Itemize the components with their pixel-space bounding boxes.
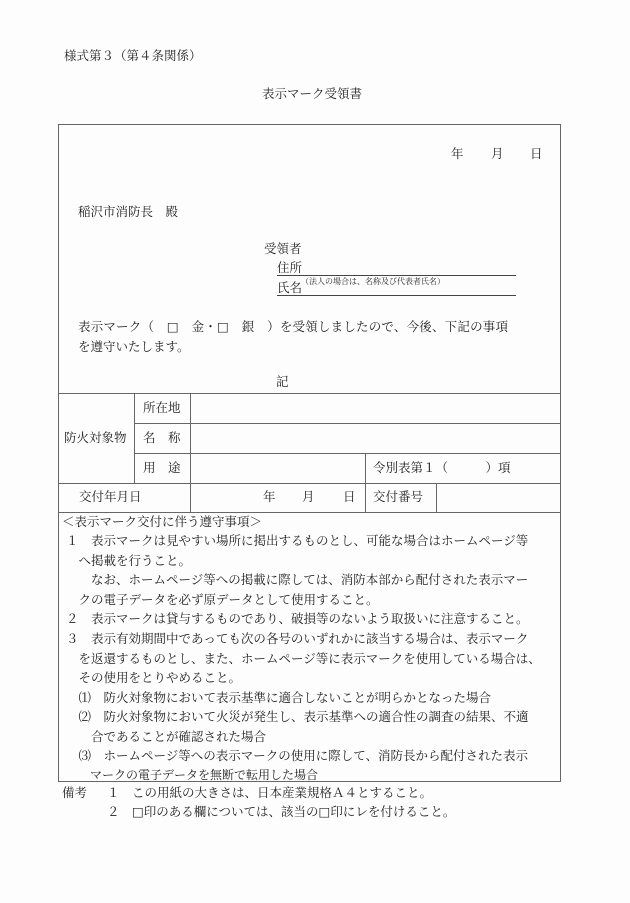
issue-number-input[interactable] <box>437 484 560 511</box>
gold-checkbox[interactable] <box>183 320 195 334</box>
rule-line: その使用をとりやめること。 <box>66 670 242 685</box>
name-row-label: 名 称 <box>143 430 181 445</box>
address-field[interactable] <box>277 275 516 276</box>
location-label: 所在地 <box>143 400 181 415</box>
category-label: 令別表第１（ ）項 <box>373 460 511 475</box>
statement-line-2: を遵守いたします。 <box>78 339 190 354</box>
issue-date-year: 年 <box>263 489 276 504</box>
date-month: 月 <box>491 146 504 161</box>
addressee: 稲沢市消防長 殿 <box>78 204 179 219</box>
rule-line: ３ 表示有効期間中であっても次の各号のいずれかに該当する場合は、表示マーク <box>66 631 529 646</box>
remarks-label: 備考 <box>62 785 88 800</box>
rule-line: マークの電子データを無断で転用した場合 <box>66 768 319 782</box>
issue-date-label: 交付年月日 <box>79 489 142 504</box>
name-label: 氏名 <box>277 280 303 295</box>
object-label: 防火対象物 <box>64 430 127 445</box>
rule-line: ⑶ ホームページ等への表示マークの使用に際して、消防長から配付された表示 <box>66 748 529 763</box>
location-input[interactable] <box>191 394 560 422</box>
rule-line: ２ 表示マークは貸与するものであり、破損等のないよう取扱いに注意すること。 <box>66 611 529 626</box>
issue-date-day: 日 <box>343 489 356 504</box>
date-day: 日 <box>530 146 543 161</box>
silver-checkbox[interactable] <box>238 320 250 334</box>
issue-date-month: 月 <box>302 489 315 504</box>
form-number: 様式第３（第４条関係） <box>64 48 202 63</box>
col-line <box>134 393 135 483</box>
page-title: 表示マーク受領書 <box>262 86 363 101</box>
rule-line: なお、ホームページ等への掲載に際しては、消防本部から配付された表示マー <box>66 572 529 587</box>
rule-line: 合であることが確認された場合 <box>66 729 267 744</box>
use-input[interactable] <box>191 454 364 482</box>
issue-number-label: 交付番号 <box>373 489 424 504</box>
name-input[interactable] <box>191 424 560 452</box>
address-label: 住所 <box>277 260 303 275</box>
ki-label: 記 <box>276 374 289 389</box>
row-line <box>58 512 561 513</box>
recipient-label: 受領者 <box>264 241 302 256</box>
rule-line: を返還するものとし、また、ホームページ等に表示マークを使用している場合は、 <box>66 651 541 666</box>
remark-item: ２ □印のある欄については、該当の□印にレを付けること。 <box>107 804 456 819</box>
remark-item: １ この用紙の大きさは、日本産業規格Ａ４とすること。 <box>107 785 433 800</box>
date-year: 年 <box>451 146 464 161</box>
rule-line: ⑴ 防火対象物において表示基準に適合しないことが明らかとなった場合 <box>66 690 492 705</box>
col-line <box>365 453 366 512</box>
rule-line: クの電子データを必ず原データとして使用すること。 <box>66 592 379 607</box>
name-note: （法人の場合は、名称及び代表者氏名） <box>301 277 445 286</box>
rule-line: へ掲載を行うこと。 <box>66 553 192 568</box>
rules-heading: ＜表示マーク交付に伴う遵守事項＞ <box>62 514 263 529</box>
statement-line-1: 表示マーク（ □ 金・□ 銀 ）を受領しましたので、今後、下記の事項 <box>78 319 509 334</box>
name-field[interactable] <box>277 295 516 296</box>
rule-line: ⑵ 防火対象物において火災が発生し、表示基準への適合性の調査の結果、不適 <box>66 709 529 724</box>
rule-line: １ 表示マークは見やすい場所に掲出するものとし、可能な場合はホームページ等 <box>66 533 529 548</box>
use-label: 用 途 <box>143 460 181 475</box>
